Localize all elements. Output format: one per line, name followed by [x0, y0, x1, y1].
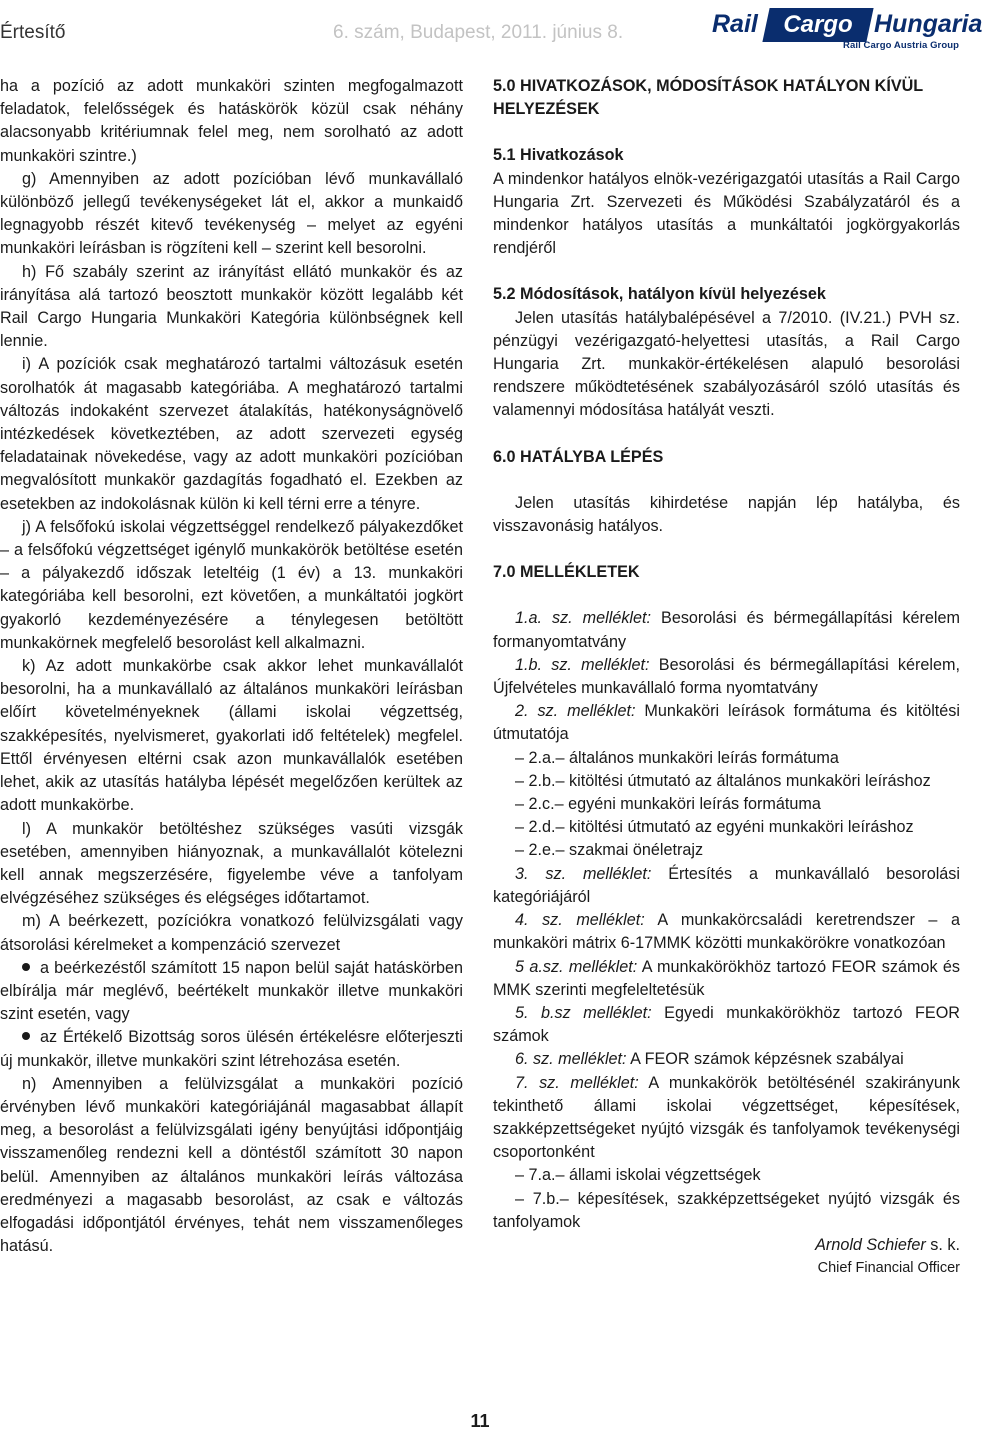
rail-cargo-hungaria-logo: [710, 4, 982, 54]
annex-item: [493, 1072, 960, 1165]
publication-name: Értesítő: [0, 22, 66, 43]
paragraph-m: m) A beérkezett, pozíciókra vonatkozó felülvizsgálati vagy átsorolási kérelmeket a kompenzáció szervezet: [0, 912, 463, 954]
logo-subtitle: Rail Cargo Austria Group: [843, 40, 960, 51]
logo-cargo: Cargo: [783, 11, 853, 38]
annex-item: [493, 956, 960, 1002]
left-column: [0, 75, 463, 1258]
annex-text: A munkakörcsaládi keretrendszer – a munkaköri mátrix 6-17MMK közötti munkakörökre vonatkozóan: [493, 911, 960, 953]
right-column: [493, 75, 960, 1280]
bullet-item: [0, 957, 463, 1027]
annex-subitem: – 2.a.– általános munkaköri leírás formátuma: [515, 748, 839, 767]
logo-rail: Rail: [712, 10, 758, 38]
annex-subitem: – 7.a.– állami iskolai végzettségek: [515, 1166, 761, 1185]
annex-text: A munkakörök betöltésénél szakirányunk tekinthető állami iskolai végzettséget, képesítések, szakképzettségeket nyújtó vizsgák és tanfolyamok tevékenységi csoportonként: [493, 1073, 960, 1162]
annex-item: [493, 607, 960, 653]
bullet-text: az Értékelő Bizottság soros ülésén értékelésre előterjeszti új munkakör, illetve munkaköri szint létrehozása esetén.: [0, 1028, 463, 1070]
annex-subitem: – 7.b.– képesítések, szakképzettségeket nyújtó vizsgák és tanfolyamok: [493, 1189, 960, 1231]
logo-hungaria: Hungaria: [874, 10, 982, 38]
bullet-icon: [22, 1032, 30, 1040]
paragraph-l: l) A munkakör betöltéshez szükséges vasúti vizsgák esetében, amennyiben hiányoznak, a munkavállalót kötelezni kell annak megszerzésére, figyelembe véve a tanfolyam elvégzéséhez szükséges és elégséges időtartamot.: [0, 819, 463, 908]
bullet-icon: [22, 963, 30, 971]
annex-text: Egyedi munkakörökhöz tartozó FEOR számok: [493, 1003, 960, 1046]
annex-item: [493, 700, 960, 746]
signatory-name: Arnold Schiefer: [815, 1235, 926, 1254]
annex-item: [493, 654, 960, 700]
annex-label: 1.a. sz. melléklet:: [515, 609, 652, 628]
annex-subitem: – 2.b.– kitöltési útmutató az általános munkaköri leíráshoz: [515, 771, 931, 790]
signature: [493, 1234, 960, 1257]
annex-label: 6. sz. melléklet:: [515, 1050, 627, 1069]
annex-label: 5. b.sz melléklet:: [515, 1003, 652, 1022]
annex-text: Értesítés a munkavállaló besorolási kategóriájáról: [493, 864, 960, 906]
annex-item: [493, 1048, 960, 1071]
annex-text: A FEOR számok képzésnek szabályai: [626, 1050, 904, 1069]
logo-cargo-box: [762, 8, 873, 42]
signature-sk: s. k.: [925, 1235, 960, 1254]
paragraph-continuation: ha a pozíció az adott munkaköri szinten megfogalmazott feladatok, felelősségek és hatáskörök közül csak néhány alacsonyabb kritériumnak felel meg, nem sorolható az adott munkaköri szintre.): [0, 77, 463, 165]
subsection-heading-5-2: 5.2 Módosítások, hatályon kívül helyezések: [493, 285, 826, 304]
subsection-heading-5-1: 5.1 Hivatkozások: [493, 146, 624, 165]
annex-text: Munkaköri leírások formátuma és kitöltési útmutatója: [493, 702, 960, 744]
annex-label: 7. sz. melléklet:: [515, 1073, 639, 1092]
annex-label: 1.b. sz. melléklet:: [515, 655, 650, 674]
paragraph-5-2: Jelen utasítás hatálybalépésével a 7/2010. (IV.21.) PVH sz. pénzügyi vezérigazgató-helyettesi utasítás, a Rail Cargo Hungaria Zrt. munkakör-értékelésen alapuló besorolási rendszere működtetésének szabályozásáról szóló utasítás és valamennyi módosítása hatályát veszti.: [493, 308, 960, 420]
annex-label: 5 a.sz. melléklet:: [515, 957, 638, 976]
annex-label: 3. sz. melléklet:: [515, 864, 652, 883]
section-heading-5: 5.0 HIVATKOZÁSOK, MÓDOSÍTÁSOK HATÁLYON KÍVÜL HELYEZÉSEK: [493, 77, 923, 119]
section-heading-6: 6.0 HATÁLYBA LÉPÉS: [493, 447, 664, 466]
annex-label: 4. sz. melléklet:: [515, 911, 645, 930]
page-header: [0, 0, 982, 62]
paragraph-5-1: A mindenkor hatályos elnök-vezérigazgatói utasítás a Rail Cargo Hungaria Zrt. Szervezeti és Működési Szabályzatáról és a mindenkor hatályos utasítás a munkáltatói jogkörgyakorlás rendjéről: [493, 169, 960, 258]
paragraph-h: h) Fő szabály szerint az irányítást ellátó munkakör és az irányítása alá tartozó beosztott munkakör között legalább két Rail Cargo Hungaria Munkaköri Kategória különbségnek kell lennie.: [0, 262, 463, 351]
bullet-text: a beérkezéstől számított 15 napon belül saját hatáskörben elbírálja már meglévő, beértékelt munkakör illetve munkaköri szint esetén, vagy: [0, 958, 463, 1024]
paragraph-k: k) Az adott munkakörbe csak akkor lehet munkavállalót besorolni, ha a munkavállaló az általános munkaköri leírásban előírt követelményeknek (állami iskolai végzettség, szakképesítés, nyelvismeret, gyakorlati idő feltételek) megfelel. Ettől érvényesen eltérni csak azon munkavállalók esetében lehet, akik az utasítás hatályba lépését megelőzően kerültek az adott munkakörbe.: [0, 657, 463, 815]
annex-item: [493, 909, 960, 955]
signatory-title: Chief Financial Officer: [817, 1260, 960, 1277]
page-number: 11: [470, 1411, 490, 1431]
annex-text: Besorolási és bérmegállapítási kérelem formanyomtatvány: [493, 609, 960, 651]
annex-subitem: – 2.e.– szakmai önéletrajz: [515, 841, 704, 860]
annex-item: [493, 1002, 960, 1048]
annex-label: 2. sz. melléklet:: [515, 702, 636, 721]
paragraph-j: j) A felsőfokú iskolai végzettséggel rendelkező pályakezdőket – a felsőfokú végzettséget igénylő munkakörök betöltése esetén – a pályakezdő időszak leteltéig (1 év) a 13. munkaköri kategóriába kell besorolni, ezt követően, a munkáltatói jogkört gyakorló kezdeményezésére a ténylegesen betöltött munkakörnek megfelelő besorolást kell alkalmazni.: [0, 517, 463, 652]
annex-item: [493, 863, 960, 909]
bullet-item: [0, 1026, 463, 1072]
paragraph-6: Jelen utasítás kihirdetése napján lép hatályba, és visszavonásig hatályos.: [493, 493, 960, 536]
paragraph-g: g) Amennyiben az adott pozícióban lévő munkavállaló különböző jellegű tevékenységeket lát el, akkor a munkaidő legnagyobb részét kitevő tevékenység – melyet az egyéni munkaköri leírásban is rögzíteni kell – szerint kell besorolni.: [0, 169, 463, 258]
issue-info: 6. szám, Budapest, 2011. június 8.: [333, 22, 624, 43]
annex-text: A munkakörökhöz tartozó FEOR számok és MMK szerinti megfeleltetésük: [493, 957, 960, 999]
section-heading-7: 7.0 MELLÉKLETEK: [493, 563, 640, 582]
paragraph-i: i) A pozíciók csak meghatározó tartalmi változásuk esetén sorolhatók át magasabb kategóriába. A meghatározó tartalmi változás indokaként szervezet átalakítás, hatékonyságnövelő intézkedések következtében, az adott szervezeti egység feladatainak növekedése, vagy az adott munkaköri pozícióban megvalósított munkakör gazdagítás fogadható el. Ezekben az esetekben az indokolásnak külön ki kell térni erre a tényre.: [0, 355, 463, 513]
paragraph-n: n) Amennyiben a felülvizsgálat a munkaköri pozíció érvényben lévő munkaköri kategóriájánál magasabbat állapít meg, a besorolást a felülvizsgálati igény benyújtási időpontjáig visszamenőleg rendezni kell a döntéstől számított 30 napon belül. Amennyiben az általános munkaköri leírás változása eredményezi a magasabb besorolást, az csak e változás elfogadási időpontjától érvényes, tehát nem visszamenőleges hatású.: [0, 1074, 463, 1256]
annex-text: Besorolási és bérmegállapítási kérelem, Újfelvételes munkavállaló forma nyomtatvány: [493, 655, 960, 698]
annex-subitem: – 2.c.– egyéni munkaköri leírás formátuma: [515, 795, 821, 814]
annex-subitem: – 2.d.– kitöltési útmutató az egyéni munkaköri leíráshoz: [515, 818, 914, 837]
